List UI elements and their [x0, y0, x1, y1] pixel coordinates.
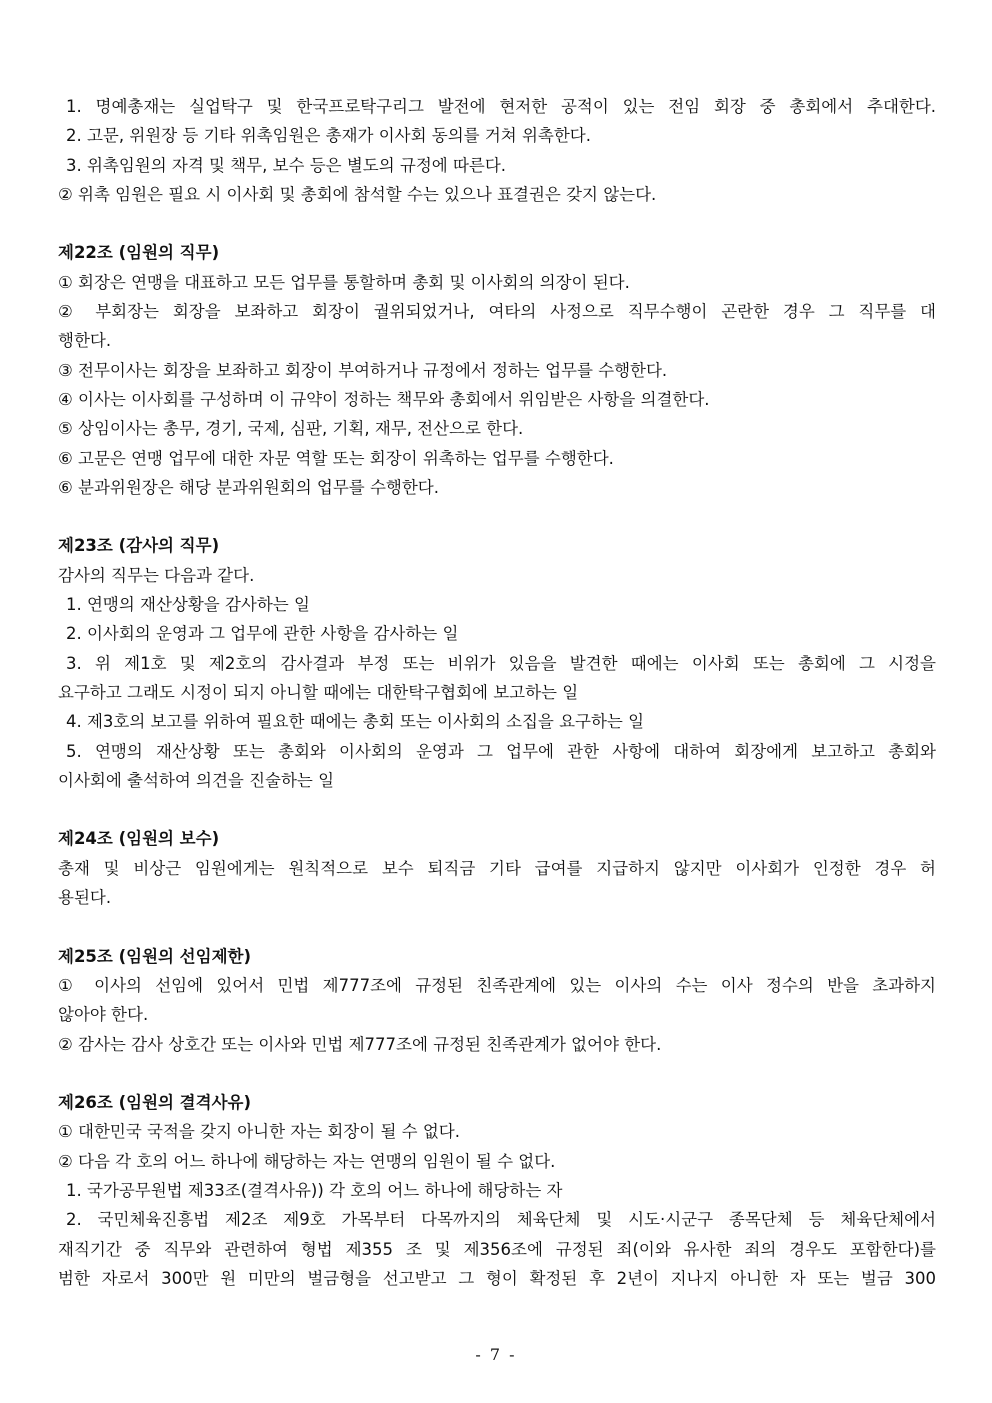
article-25-title: 제25조 (임원의 선임제한) — [58, 946, 251, 966]
article-22-line: ④ 이사는 이사회를 구성하며 이 규약이 정하는 책무와 총회에서 위임받은 사항을 의결한다. — [58, 389, 710, 409]
article-22-title: 제22조 (임원의 직무) — [58, 243, 220, 263]
article-23-line: 2. 이사회의 운영과 그 업무에 관한 사항을 감사하는 일 — [66, 624, 459, 644]
article-22-line: ② 부회장는 회장을 보좌하고 회장이 궐위되었거나, 여타의 사정으로 직무수행이 곤란한 경우 그 직무를 대 — [58, 302, 936, 322]
intro-clause-2: ② 위촉 임원은 필요 시 이사회 및 총회에 참석할 수는 있으나 표결권은 갖지 않는다. — [58, 184, 657, 204]
document-body — [58, 92, 936, 1293]
article-23-line: 5. 연맹의 재산상황 또는 총회와 이사회의 운영과 그 업무에 관한 사항에 대하여 회장에게 보고하고 총회와 — [66, 741, 936, 761]
article-22-line: ③ 전무이사는 회장을 보좌하고 회장이 부여하거나 규정에서 정하는 업무를 수행한다. — [58, 360, 668, 380]
article-26-line: ② 다음 각 호의 어느 하나에 해당하는 자는 연맹의 임원이 될 수 없다. — [58, 1151, 556, 1171]
article-22-line: 행한다. — [58, 331, 112, 351]
article-26-line: 1. 국가공무원법 제33조(결격사유)) 각 호의 어느 하나에 해당하는 자 — [66, 1180, 563, 1200]
article-24-line: 용된다. — [58, 888, 112, 908]
article-24-line: 총재 및 비상근 임원에게는 원칙적으로 보수 퇴직금 기타 급여를 지급하지 않지만 이사회가 인정한 경우 허 — [58, 858, 936, 878]
article-26-line: 범한 자로서 300만 원 미만의 벌금형을 선고받고 그 형이 확정된 후 2년이 지나지 아니한 자 또는 벌금 300 — [58, 1268, 936, 1288]
article-26-line: ① 대한민국 국적을 갖지 아니한 자는 회장이 될 수 없다. — [58, 1122, 460, 1142]
article-23-title: 제23조 (감사의 직무) — [58, 536, 220, 556]
article-23-line: 요구하고 그래도 시정이 되지 아니할 때에는 대한탁구협회에 보고하는 일 — [58, 682, 579, 702]
article-25-line: ① 이사의 선임에 있어서 민법 제777조에 규정된 친족관계에 있는 이사의 수는 이사 정수의 반을 초과하지 — [58, 975, 936, 995]
article-25-line: 않아야 한다. — [58, 1005, 149, 1025]
article-23-line: 4. 제3호의 보고를 위하여 필요한 때에는 총회 또는 이사회의 소집을 요구하는 일 — [66, 712, 645, 732]
article-23-line: 이사회에 출석하여 의견을 진술하는 일 — [58, 770, 335, 790]
article-26-line: 2. 국민체육진흥법 제2조 제9호 가목부터 다목까지의 체육단체 및 시도·시군구 종목단체 등 체육단체에서 — [66, 1210, 936, 1230]
article-23-line: 3. 위 제1호 및 제2호의 감사결과 부정 또는 비위가 있음을 발견한 때에는 이사회 또는 총회에 그 시정을 — [66, 653, 936, 673]
intro-item-2: 2. 고문, 위원장 등 기타 위촉임원은 총재가 이사회 동의를 거쳐 위촉한다. — [66, 126, 591, 146]
article-22-line: ⑤ 상임이사는 총무, 경기, 국제, 심판, 기획, 재무, 전산으로 한다. — [58, 419, 524, 439]
article-23-line: 감사의 직무는 다음과 같다. — [58, 565, 255, 585]
article-22-line: ⑥ 분과위원장은 해당 분과위원회의 업무를 수행한다. — [58, 477, 439, 497]
article-22-line: ⑥ 고문은 연맹 업무에 대한 자문 역할 또는 회장이 위촉하는 업무를 수행한다. — [58, 448, 614, 468]
article-25-line: ② 감사는 감사 상호간 또는 이사와 민법 제777조에 규정된 친족관계가 없어야 한다. — [58, 1034, 662, 1054]
article-26-line: 재직기간 중 직무와 관련하여 형법 제355 조 및 제356조에 규정된 죄(이와 유사한 죄의 경우도 포함한다)를 — [58, 1239, 936, 1259]
intro-item-3: 3. 위촉임원의 자격 및 책무, 보수 등은 별도의 규정에 따른다. — [66, 155, 507, 175]
article-22-line: ① 회장은 연맹을 대표하고 모든 업무를 통할하며 총회 및 이사회의 의장이 된다. — [58, 272, 630, 292]
article-24-title: 제24조 (임원의 보수) — [58, 829, 220, 849]
intro-item-1: 1. 명예총재는 실업탁구 및 한국프로탁구리그 발전에 현저한 공적이 있는 전임 회장 중 총회에서 추대한다. — [66, 97, 936, 116]
page-number: - 7 - — [475, 1345, 517, 1364]
article-23-line: 1. 연맹의 재산상황을 감사하는 일 — [66, 595, 310, 615]
article-26-title: 제26조 (임원의 결격사유) — [58, 1093, 251, 1113]
